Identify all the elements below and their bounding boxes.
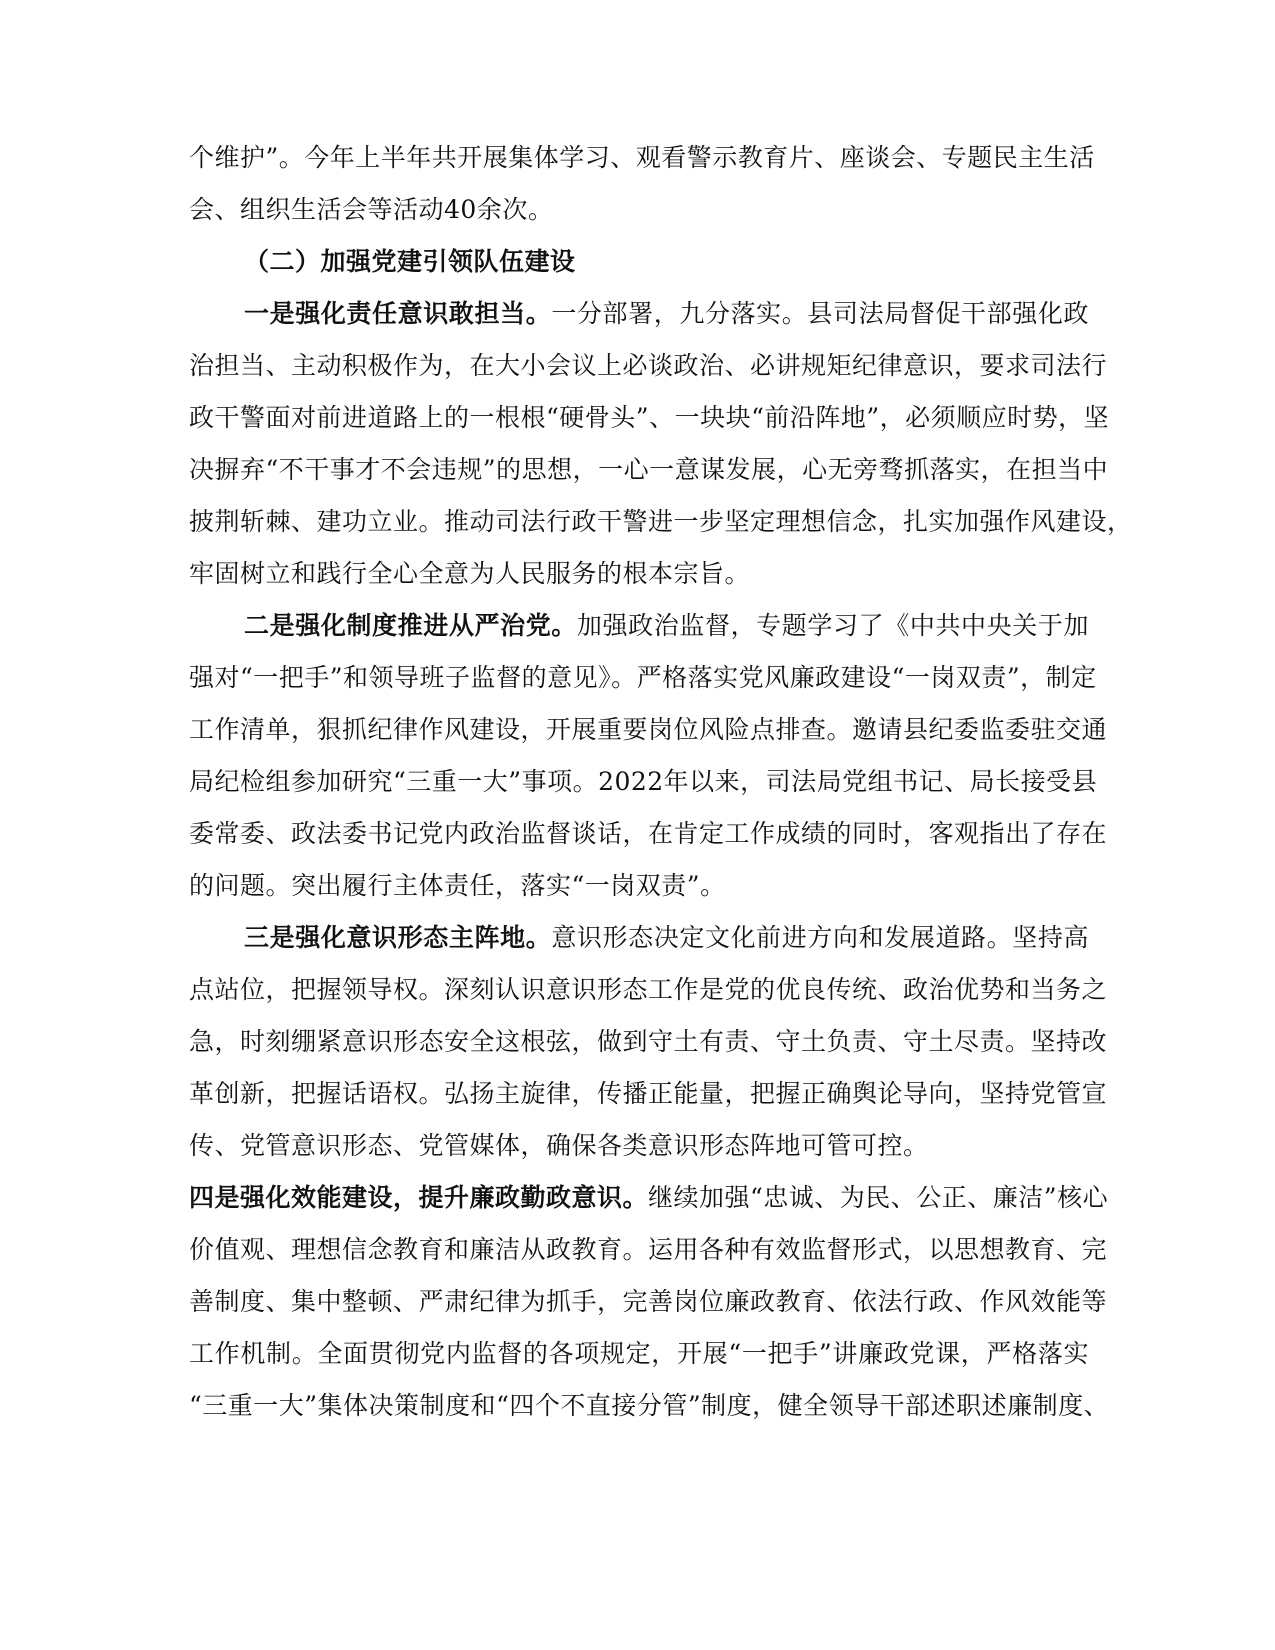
paragraph-first-line [244, 297, 1089, 331]
paragraph-line: 工作机制。全面贯彻党内监督的各项规定，开展“一把手”讲廉政党课，严格落实 [189, 1339, 1089, 1368]
paragraph-lead: 三是强化意识形态主阵地。 [244, 923, 552, 952]
paragraph-text: 继续加强“忠诚、为民、公正、廉洁”核心 [648, 1183, 1109, 1212]
paragraph-line: 委常委、政法委书记党内政治监督谈话，在肯定工作成绩的同时，客观指出了存在 [189, 819, 1108, 848]
paragraph-first-line [244, 921, 1089, 955]
paragraph-text: 意识形态决定文化前进方向和发展道路。坚持高 [551, 923, 1089, 952]
paragraph-line: 牢固树立和践行全心全意为人民服务的根本宗旨。 [189, 559, 751, 588]
paragraph-line: 善制度、集中整顿、严肃纪律为抓手，完善岗位廉政教育、依法行政、作风效能等 [189, 1287, 1108, 1316]
paragraph-first-line [189, 1181, 1109, 1215]
paragraph-line: 局纪检组参加研究“三重一大”事项。2022年以来，司法局党组书记、局长接受县 [189, 767, 1098, 796]
paragraph-line: 政干警面对前进道路上的一根根“硬骨头”、一块块“前沿阵地”，必须顺应时势，坚 [189, 403, 1110, 432]
paragraph-first-line [244, 609, 1089, 643]
paragraph-line: 治担当、主动积极作为，在大小会议上必谈政治、必讲规矩纪律意识，要求司法行 [189, 351, 1108, 380]
paragraph-line: 工作清单，狠抓纪律作风建设，开展重要岗位风险点排查。邀请县纪委监委驻交通 [189, 715, 1108, 744]
paragraph-line: 会、组织生活会等活动40余次。 [189, 195, 554, 224]
paragraph-text: 一分部署，九分落实。县司法局督促干部强化政 [551, 299, 1089, 328]
paragraph-line: 点站位，把握领导权。深刻认识意识形态工作是党的优良传统、政治优势和当务之 [189, 975, 1108, 1004]
paragraph-line: 披荆斩棘、建功立业。推动司法行政干警进一步坚定理想信念，扎实加强作风建设， [189, 507, 1133, 536]
paragraph-lead: 二是强化制度推进从严治党。 [244, 611, 577, 640]
paragraph-line: 急，时刻绷紧意识形态安全这根弦，做到守土有责、守土负责、守土尽责。坚持改 [189, 1027, 1108, 1056]
paragraph-line: 个维护”。今年上半年共开展集体学习、观看警示教育片、座谈会、专题民主生活 [189, 143, 1095, 172]
paragraph-lead: 四是强化效能建设，提升廉政勤政意识。 [189, 1183, 649, 1212]
paragraph-line: “三重一大”集体决策制度和“四个不直接分管”制度，健全领导干部述职述廉制度、 [189, 1391, 1110, 1420]
paragraph-text: 加强政治监督，专题学习了《中共中央关于加 [576, 611, 1089, 640]
paragraph-line: 价值观、理想信念教育和廉洁从政教育。运用各种有效监督形式，以思想教育、完 [189, 1235, 1108, 1264]
paragraph-line: 革创新，把握话语权。弘扬主旋律，传播正能量，把握正确舆论导向，坚持党管宣 [189, 1079, 1108, 1108]
paragraph-lead: 一是强化责任意识敢担当。 [244, 299, 552, 328]
paragraph-line: 的问题。突出履行主体责任，落实“一岗双责”。 [189, 871, 726, 900]
paragraph-line: 传、党管意识形态、党管媒体，确保各类意识形态阵地可管可控。 [189, 1131, 929, 1160]
section-heading: （二）加强党建引领队伍建设 [244, 247, 576, 276]
paragraph-line: 强对“一把手”和领导班子监督的意见》。严格落实党风廉政建设“一岗双责”，制定 [189, 663, 1097, 692]
paragraph-line: 决摒弃“不干事才不会违规”的思想，一心一意谋发展，心无旁骛抓落实，在担当中 [189, 455, 1109, 484]
